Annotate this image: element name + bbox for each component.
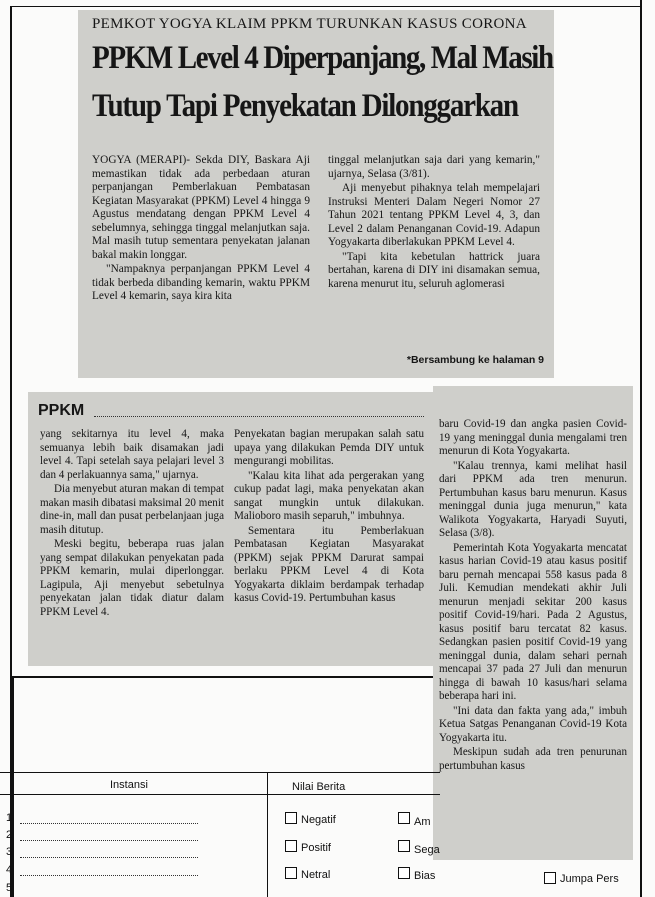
paragraph: yang sekitarnya itu level 4, maka semuanya lebih baik disamakan jadi level 4. Tapi setelah saya pelajari level 3 dan 4 perlakuannya sama," ujarnya. xyxy=(40,428,224,481)
frame-top-line xyxy=(10,6,642,7)
article-column-1 xyxy=(92,154,310,305)
paragraph: baru Covid-19 dan angka pasien Covid-19 yang meninggal dunia mengalami tren menurun di Kota Yogyakarta. xyxy=(439,418,627,457)
checkbox-partial[interactable] xyxy=(398,867,410,879)
instansi-line[interactable] xyxy=(20,840,198,841)
frame-right-line xyxy=(640,0,642,897)
instansi-line[interactable] xyxy=(20,875,198,876)
checkbox-negatif[interactable] xyxy=(285,812,297,824)
article-clip-top xyxy=(78,10,554,378)
option-partial: Am xyxy=(414,816,431,828)
paragraph: Sementara itu Pemberlakuan Pembatasan Kegiatan Masyarakat (PPKM) sejak PPKM Darurat sampai berlaku PPKM Level 4 di Kota Yogyakarta diklaim berdampak terhadap kasus Covid-19. Pertumbuhan kasus xyxy=(234,524,424,604)
checkbox-jumpa-pers[interactable] xyxy=(544,872,556,884)
row-number: 5 xyxy=(6,882,13,894)
inner-box-top xyxy=(12,676,438,678)
row-number: 1 xyxy=(6,812,13,824)
checkbox-partial[interactable] xyxy=(398,840,410,852)
headline-line-1: PPKM Level 4 Diperpanjang, Mal Masih xyxy=(92,40,553,76)
checkbox-positif[interactable] xyxy=(285,840,297,852)
heading-dots xyxy=(94,416,424,417)
article-column-2 xyxy=(328,154,540,292)
section-heading: PPKM xyxy=(38,402,85,419)
instansi-line[interactable] xyxy=(20,857,198,858)
paragraph: "Kalau kita lihat ada pergerakan yang cukup padat lagi, maka penyekatan akan sangat mungkin untuk dilakukan. Malioboro masih separuh," imbuhnya. xyxy=(234,469,424,522)
option-netral: Netral xyxy=(301,869,331,881)
checkbox-partial[interactable] xyxy=(398,812,410,824)
checkbox-netral[interactable] xyxy=(285,867,297,879)
option-partial: Bias xyxy=(414,870,436,882)
paragraph: "Ini data dan fakta yang ada," imbuh Ketua Satgas Penanganan Covid-19 Kota Yogyakarta itu. xyxy=(439,704,627,744)
paragraph: Aji menyebut pihaknya telah mempelajari Instruksi Menteri Dalam Negeri Nomor 27 Tahun 2021 tentang PPKM Level 4, 3, dan Level 2 dalam Penanganan Covid-19. Adapun Yogyakarta diberlakukan PPKM Level 4. xyxy=(328,182,540,248)
option-jumpa-pers: Jumpa Pers xyxy=(560,873,619,885)
paragraph: "Tapi kita kebetulan hattrick juara bertahan, karena di DIY ini disamakan semua, karena menurut itu, seluruh aglomerasi xyxy=(328,250,540,290)
article-column-3 xyxy=(439,418,627,774)
kicker: PEMKOT YOGYA KLAIM PPKM TURUNKAN KASUS CORONA xyxy=(92,16,527,32)
instansi-line[interactable] xyxy=(20,823,198,824)
article-column-1 xyxy=(40,428,224,620)
paragraph: Meskipun sudah ada tren penurunan pertumbuhan kasus xyxy=(439,746,627,772)
paragraph: YOGYA (MERAPI)- Sekda DIY, Baskara Aji memastikan tidak ada perbedaan aturan perpanjangan Pemberlakuan Pembatasan Kegiatan Masyarakat (PPKM) Level 4 hingga 9 Agustus mendatang dengan PPKM Level 4 sebelumnya, sehingga tinggal melanjutkan saja. Mal masih tutup sementara penyekatan jalanan bakal makin longgar. xyxy=(92,154,310,261)
paragraph: "Kalau trennya, kami melihat hasil dari PPKM ada tren menurun. Pertumbuhan kasus baru menurun. Kasus meninggal dunia juga menurun," kata Walikota Yogyakarta, Haryadi Suyuti, Selasa (3/8). xyxy=(439,459,627,539)
paragraph: Penyekatan bagian merupakan salah satu upaya yang dilakukan Pemda DIY untuk mengurangi mobilitas. xyxy=(234,428,424,467)
row-number: 4 xyxy=(6,864,13,876)
paragraph: "Nampaknya perpanjangan PPKM Level 4 tidak berbeda dibanding kemarin, waktu PPKM Level 4 kemarin, saya kira kita xyxy=(92,263,310,302)
headline-line-2: Tutup Tapi Penyekatan Dilonggarkan xyxy=(92,88,518,124)
form-divider xyxy=(267,772,268,897)
column-nilai-berita: Nilai Berita xyxy=(292,781,346,793)
paragraph: tinggal melanjutkan saja dari yang kemarin," ujarnya, Selasa (3/81). xyxy=(328,154,540,180)
article-column-2 xyxy=(234,428,424,607)
paragraph: Pemerintah Kota Yogyakarta mencatat kasus harian Covid-19 atau kasus positif baru pernah mencapai 558 kasus pada 8 Juli. Kemudian mendekati akhir Juli menurun menjadi sekitar 200 kasus positif Covid-19/hari. Pada 2 Agustus, kasus positif baru tercatat 82 kasus. Sedangkan pasien positif Covid-19 yang meninggal dunia, dalam sehari pernah mencapai 37 pada 27 Juli dan menurun hingga di bawah 10 kasus/hari selama beberapa hari ini. xyxy=(439,541,627,702)
option-positif: Positif xyxy=(301,842,331,854)
article-clip-bottom xyxy=(28,392,433,666)
option-negatif: Negatif xyxy=(301,814,336,826)
row-number: 3 xyxy=(6,846,13,858)
evaluation-form xyxy=(0,772,655,897)
row-number: 2 xyxy=(6,829,13,841)
form-header-line xyxy=(0,794,440,795)
option-partial: Sega xyxy=(414,844,440,856)
paragraph: Meski begitu, beberapa ruas jalan yang sempat dilakukan penyekatan pada PPKM kemarin, mulai diperlonggar. Lagipula, Aji menyebut sebetulnya penyekatan jalan tidak diatur dalam PPKM Level 4. xyxy=(40,538,224,618)
continued-note: *Bersambung ke halaman 9 xyxy=(406,354,544,366)
form-top-line xyxy=(0,772,440,773)
column-instansi: Instansi xyxy=(110,779,148,791)
paragraph: Dia menyebut aturan makan di tempat makan masih dibatasi maksimal 20 menit dine-in, mall dan pusat perbelanjaan juga masih ditutup. xyxy=(40,483,224,536)
